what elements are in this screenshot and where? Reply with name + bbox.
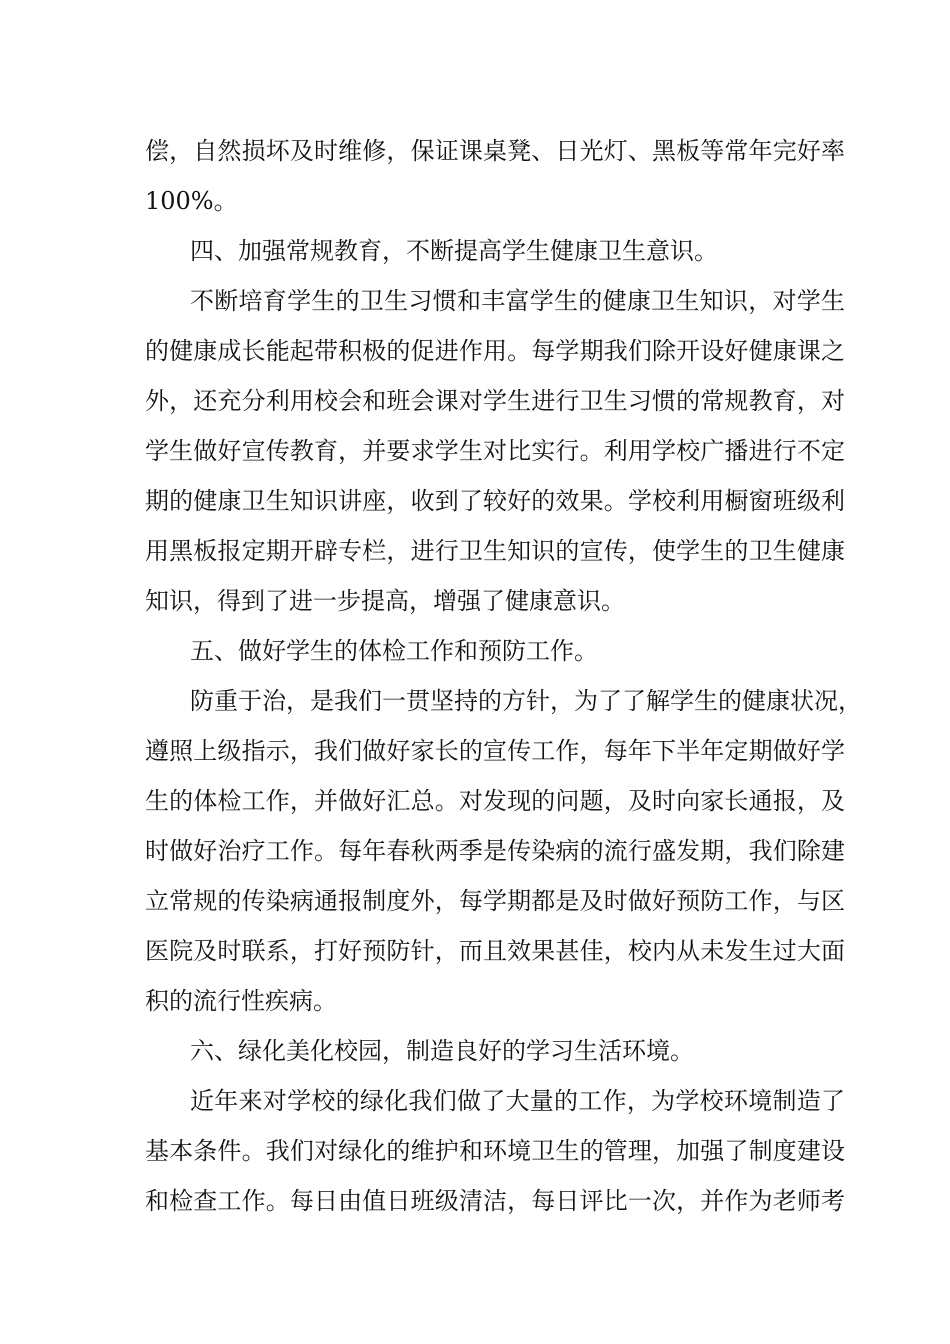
text-line: 防重于治，是我们一贯坚持的方针，为了了解学生的健康状况，	[190, 687, 862, 715]
section-heading: 六、绿化美化校园，制造良好的学习生活环境。	[190, 1037, 694, 1065]
section-heading: 五、做好学生的体检工作和预防工作。	[190, 637, 598, 665]
text-line: 用黑板报定期开辟专栏，进行卫生知识的宣传，使学生的卫生健康	[145, 537, 845, 565]
text-line: 学生做好宣传教育，并要求学生对比实行。利用学校广播进行不定	[145, 437, 845, 465]
text-line: 的健康成长能起带积极的促进作用。每学期我们除开设好健康课之	[145, 337, 845, 365]
text-line: 时做好治疗工作。每年春秋两季是传染病的流行盛发期，我们除建	[145, 837, 845, 865]
text-line: 生的体检工作，并做好汇总。对发现的问题，及时向家长通报，及	[145, 787, 845, 815]
text-line: 期的健康卫生知识讲座，收到了较好的效果。学校利用橱窗班级利	[145, 487, 845, 515]
text-line: 和检查工作。每日由值日班级清洁，每日评比一次，并作为老师考	[145, 1187, 845, 1215]
text-line: 积的流行性疾病。	[145, 987, 337, 1015]
section-heading: 四、加强常规教育，不断提高学生健康卫生意识。	[190, 237, 718, 265]
text-line: 立常规的传染病通报制度外，每学期都是及时做好预防工作，与区	[145, 887, 845, 915]
text-line: 基本条件。我们对绿化的维护和环境卫生的管理，加强了制度建设	[145, 1137, 845, 1165]
text-line: 外，还充分利用校会和班会课对学生进行卫生习惯的常规教育，对	[145, 387, 845, 415]
text-line: 不断培育学生的卫生习惯和丰富学生的健康卫生知识，对学生	[190, 287, 845, 315]
text-line: 知识，得到了进一步提高，增强了健康意识。	[145, 587, 625, 615]
text-line: 100%。	[145, 187, 238, 215]
text-line: 偿，自然损坏及时维修，保证课桌凳、日光灯、黑板等常年完好率	[145, 137, 845, 165]
text-line: 遵照上级指示，我们做好家长的宣传工作，每年下半年定期做好学	[145, 737, 845, 765]
text-line: 医院及时联系，打好预防针，而且效果甚佳，校内从未发生过大面	[145, 937, 845, 965]
text-line: 近年来对学校的绿化我们做了大量的工作，为学校环境制造了	[190, 1087, 845, 1115]
